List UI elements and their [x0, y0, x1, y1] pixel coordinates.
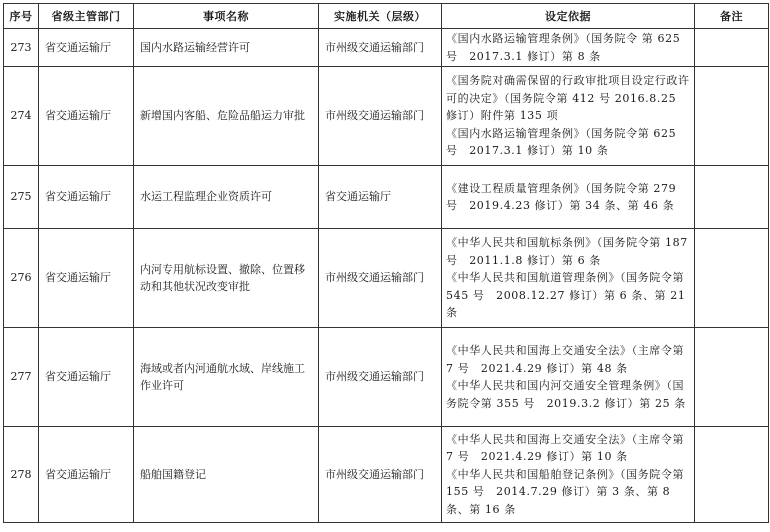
row-note: [695, 427, 769, 523]
legal-basis-entry: 《中华人民共和国船舶登记条例》（国务院令第 155 号 2014.7.29 修订）第 3 条、第 8 条、第 16 条: [446, 467, 685, 516]
row-number: 273: [4, 29, 39, 67]
table-row: [4, 29, 769, 67]
legal-basis-entry: 《中华人民共和国航标条例》（国务院令第 187 号 2011.1.8 修订）第 6 条: [446, 236, 688, 267]
row-department: 省交通运输厅: [39, 29, 134, 67]
row-note: [695, 29, 769, 67]
row-item-name: 内河专用航标设置、撤除、位置移动和其他状况改变审批: [134, 229, 319, 328]
table-row: [4, 427, 769, 523]
row-department: 省交通运输厅: [39, 166, 134, 229]
row-legal-basis: [442, 67, 695, 166]
row-agency: 市州级交通运输部门: [319, 29, 442, 67]
header-note: 备注: [695, 4, 769, 29]
row-agency: 市州级交通运输部门: [319, 67, 442, 166]
row-item-name: 水运工程监理企业资质许可: [134, 166, 319, 229]
header-row: [4, 4, 769, 29]
header-num: 序号: [4, 4, 39, 29]
row-note: [695, 166, 769, 229]
legal-basis-entry: 《中华人民共和国航道管理条例》（国务院令第 545 号 2008.12.27 修订）第 6 条、第 21 条: [446, 271, 686, 320]
legal-basis-entry: 《国务院对确需保留的行政审批项目设定行政许可的决定》（国务院令第 412 号 2016.8.25 修订）附件第 135 项: [446, 74, 690, 123]
header-basis: 设定依据: [442, 4, 695, 29]
row-agency: 市州级交通运输部门: [319, 427, 442, 523]
table-row: [4, 328, 769, 427]
row-department: 省交通运输厅: [39, 67, 134, 166]
row-legal-basis: [442, 166, 695, 229]
row-agency: 市州级交通运输部门: [319, 229, 442, 328]
legal-basis-entry: 《中华人民共和国海上交通安全法》（主席令第 7 号 2021.4.29 修订）第 10 条: [446, 432, 685, 464]
row-legal-basis: [442, 427, 695, 523]
row-number: 274: [4, 67, 39, 166]
row-note: [695, 229, 769, 328]
legal-basis-entry: 《建设工程质量管理条例》（国务院令第 279 号 2019.4.23 修订）第 34 条、第 46 条: [446, 181, 677, 212]
row-item-name: 新增国内客船、危险品船运力审批: [134, 67, 319, 166]
header-dept: 省级主管部门: [39, 4, 134, 29]
legal-basis-entry: 《中华人民共和国内河交通安全管理条例》（国务院令第 355 号 2019.3.2 修订）第 25 条: [446, 379, 686, 410]
row-item-name: 海域或者内河通航水域、岸线施工作业许可: [134, 328, 319, 427]
row-number: 275: [4, 166, 39, 229]
row-department: 省交通运输厅: [39, 328, 134, 427]
table-row: [4, 166, 769, 229]
table-row: [4, 229, 769, 328]
row-agency: 市州级交通运输部门: [319, 328, 442, 427]
legal-basis-entry: 《国内水路运输管理条例》（国务院令第 625 号 2017.3.1 修订）第 10 条: [446, 126, 677, 158]
row-number: 277: [4, 328, 39, 427]
row-note: [695, 328, 769, 427]
table-row: [4, 67, 769, 166]
row-department: 省交通运输厅: [39, 229, 134, 328]
legal-basis-entry: 《中华人民共和国海上交通安全法》（主席令第 7 号 2021.4.29 修订）第 48 条: [446, 344, 685, 375]
row-item-name: 国内水路运输经营许可: [134, 29, 319, 67]
row-note: [695, 67, 769, 166]
row-number: 278: [4, 427, 39, 523]
legal-basis-entry: 《国内水路运输管理条例》（国务院令 第 625 号 2017.3.1 修订）第 8 条: [446, 32, 681, 63]
row-number: 276: [4, 229, 39, 328]
header-name: 事项名称: [134, 4, 319, 29]
row-item-name: 船舶国籍登记: [134, 427, 319, 523]
licensing-items-table: [3, 3, 769, 523]
row-legal-basis: [442, 29, 695, 67]
header-agency: 实施机关（层级）: [319, 4, 442, 29]
row-department: 省交通运输厅: [39, 427, 134, 523]
row-agency: 省交通运输厅: [319, 166, 442, 229]
row-legal-basis: [442, 229, 695, 328]
row-legal-basis: [442, 328, 695, 427]
